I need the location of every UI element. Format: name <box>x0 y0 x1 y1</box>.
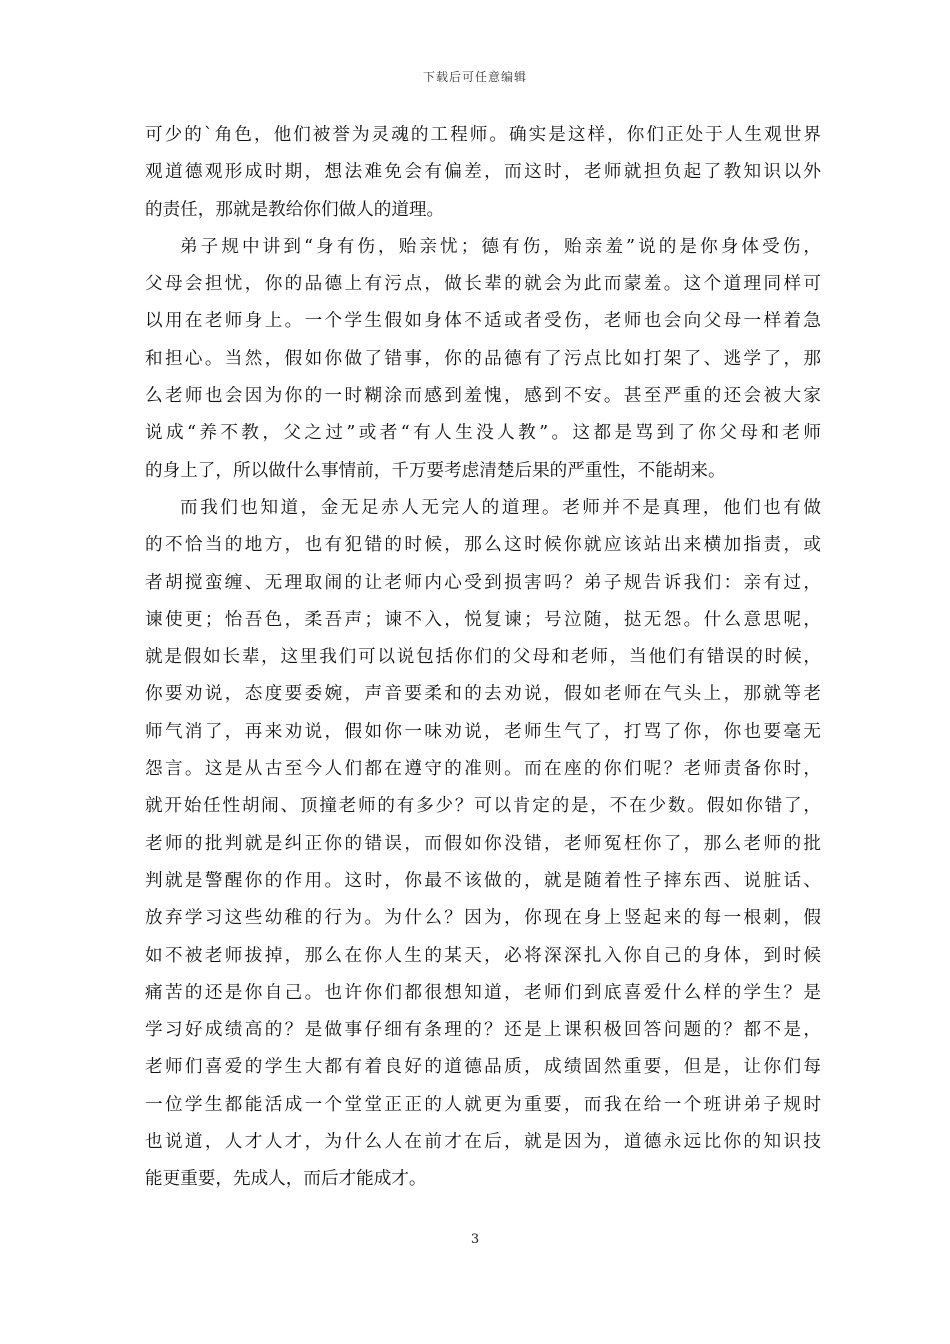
text-line: 你要劝说，态度要委婉，声音要柔和的去劝说，假如老师在气头上，那就等老 <box>145 684 821 705</box>
text-line: 怨言。这是从古至今人们都在遵守的准则。而在座的你们呢？老师责备你时， <box>145 759 821 780</box>
text-line: 就是假如长辈，这里我们可以说包括你们的父母和老师，当他们有错误的时候， <box>145 647 821 668</box>
paragraph-start-line: 而我们也知道，金无足赤人无完人的道理。老师并不是真理，他们也有做 <box>180 497 821 518</box>
page-number: 3 <box>470 1232 480 1247</box>
document-body <box>145 117 821 1199</box>
text-line: 痛苦的还是你自己。也许你们都很想知道，老师们到底喜爱什么样的学生？是 <box>145 982 821 1003</box>
text-line: 么老师也会因为你的一时糊涂而感到羞愧，感到不安。甚至严重的还会被大家 <box>145 386 821 407</box>
text-line: 如不被老师拔掉，那么在你人生的某天，必将深深扎入你自己的身体，到时候 <box>145 945 821 966</box>
page-header: 下载后可任意编辑 <box>422 70 527 84</box>
text-line: 也说道，人才人才，为什么人在前才在后，就是因为，道德永远比你的知识技 <box>145 1132 821 1153</box>
text-line: 者胡搅蛮缠、无理取闹的让老师内心受到损害吗？弟子规告诉我们：亲有过， <box>145 572 821 593</box>
text-line: 放弃学习这些幼稚的行为。为什么？因为，你现在身上竖起来的每一根刺，假 <box>145 908 821 929</box>
text-line: 和担心。当然，假如你做了错事，你的品德有了污点比如打架了、逃学了，那 <box>145 348 821 369</box>
paragraph-start-line: 弟子规中讲到“身有伤，贻亲忧；德有伤，贻亲羞”说的是你身体受伤， <box>180 236 821 257</box>
text-line: 的不恰当的地方，也有犯错的时候，那么这时候你就应该站出来横加指责，或 <box>145 535 821 556</box>
text-line: 师气消了，再来劝说，假如你一味劝说，老师生气了，打骂了你，你也要毫无 <box>145 721 821 742</box>
text-line: 一位学生都能活成一个堂堂正正的人就更为重要，而我在给一个班讲弟子规时 <box>145 1094 821 1115</box>
text-line: 学习好成绩高的？是做事仔细有条理的？还是上课积极回答问题的？都不是， <box>145 1020 821 1041</box>
text-line: 老师的批判就是纠正你的错误，而假如你没错，老师冤枉你了，那么老师的批 <box>145 833 821 854</box>
text-line: 判就是警醒你的作用。这时，你最不该做的，就是随着性子摔东西、说脏话、 <box>145 870 821 891</box>
text-line: 观道德观形成时期，想法难免会有偏差，而这时，老师就担负起了教知识以外 <box>145 162 821 183</box>
text-line: 的身上了，所以做什么事情前，千万要考虑清楚后果的严重性，不能胡来。 <box>145 460 726 481</box>
text-line: 父母会担忧，你的品德上有污点，做长辈的就会为此而蒙羞。这个道理同样可 <box>145 274 821 295</box>
text-line: 以用在老师身上。一个学生假如身体不适或者受伤，老师也会向父母一样着急 <box>145 311 821 332</box>
text-line: 能更重要，先成人，而后才能成才。 <box>145 1169 427 1190</box>
text-line: 说成“养不教，父之过”或者“有人生没人教”。这都是骂到了你父母和老师 <box>145 423 821 444</box>
text-line: 可少的`角色，他们被誉为灵魂的工程师。确实是这样，你们正处于人生观世界 <box>145 125 821 145</box>
text-line: 老师们喜爱的学生大都有着良好的道德品质，成绩固然重要，但是，让你们每 <box>145 1057 821 1078</box>
text-line: 谏使更；怡吾色，柔吾声；谏不入，悦复谏；号泣随，挞无怨。什么意思呢， <box>145 609 821 630</box>
text-line: 的责任，那就是教给你们做人的道理。 <box>145 199 445 220</box>
text-line: 就开始任性胡闹、顶撞老师的有多少？可以肯定的是，不在少数。假如你错了， <box>145 796 821 817</box>
